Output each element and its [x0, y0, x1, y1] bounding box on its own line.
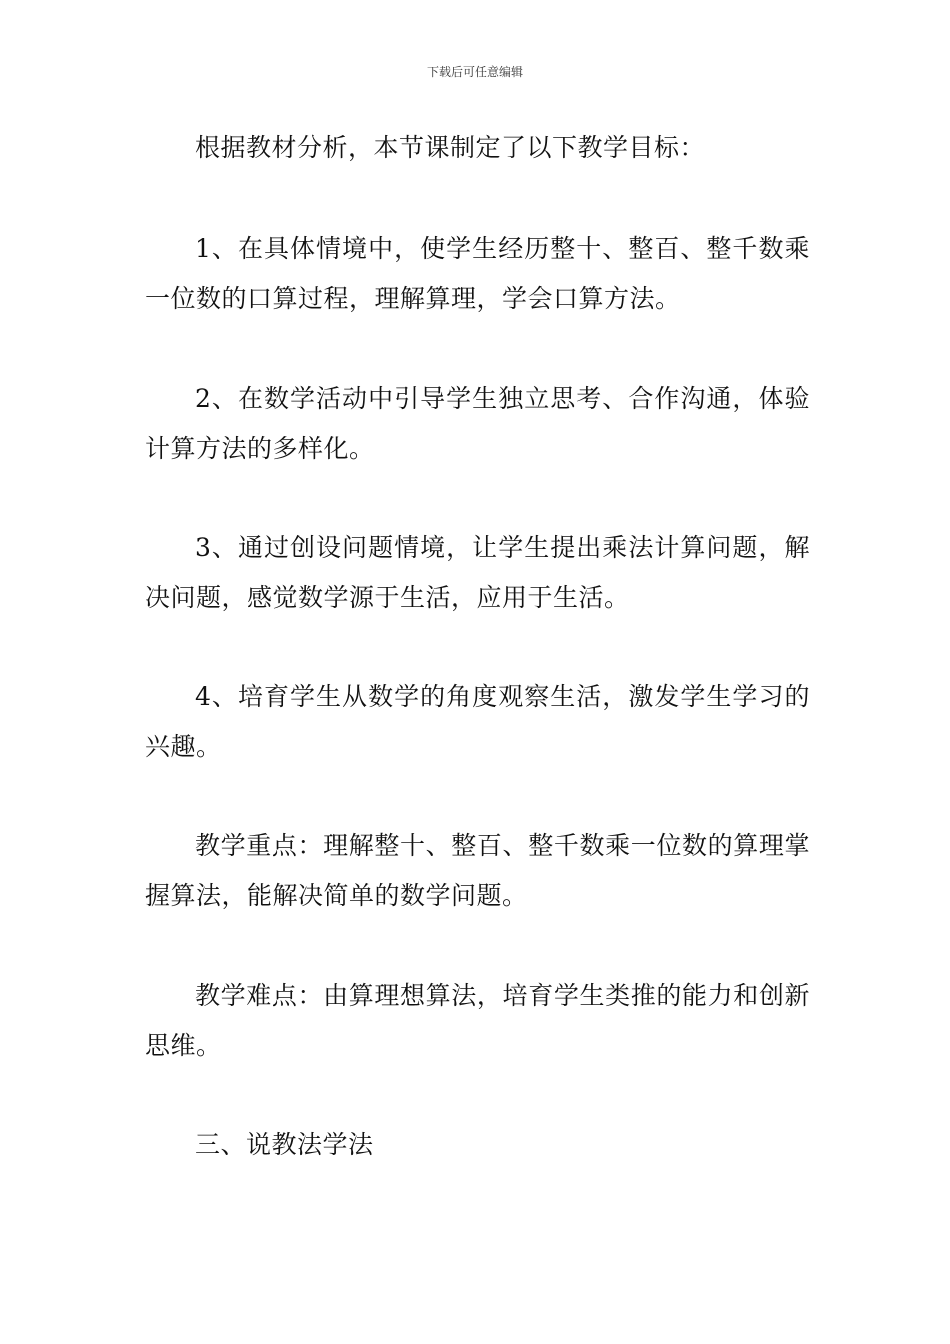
goal-3-paragraph: 3、通过创设问题情境，让学生提出乘法计算问题，解决问题，感觉数学源于生活，应用于生活。	[145, 533, 810, 612]
goal-2-paragraph: 2、在数学活动中引导学生独立思考、合作沟通，体验计算方法的多样化。	[145, 384, 810, 463]
goal-1-paragraph: 1、在具体情境中，使学生经历整十、整百、整千数乘一位数的口算过程，理解算理，学会口算方法。	[145, 234, 810, 313]
intro-paragraph: 根据教材分析，本节课制定了以下教学目标：	[195, 133, 706, 162]
page-header: 下载后可任意编辑	[426, 65, 523, 79]
key-point-paragraph: 教学重点：理解整十、整百、整千数乘一位数的算理掌握算法，能解决简单的数学问题。	[145, 831, 810, 910]
goal-4-paragraph: 4、培育学生从数学的角度观察生活，激发学生学习的兴趣。	[145, 682, 810, 761]
section-3-heading: 三、说教法学法	[195, 1130, 374, 1159]
difficulty-paragraph: 教学难点：由算理想算法，培育学生类推的能力和创新思维。	[145, 981, 810, 1060]
